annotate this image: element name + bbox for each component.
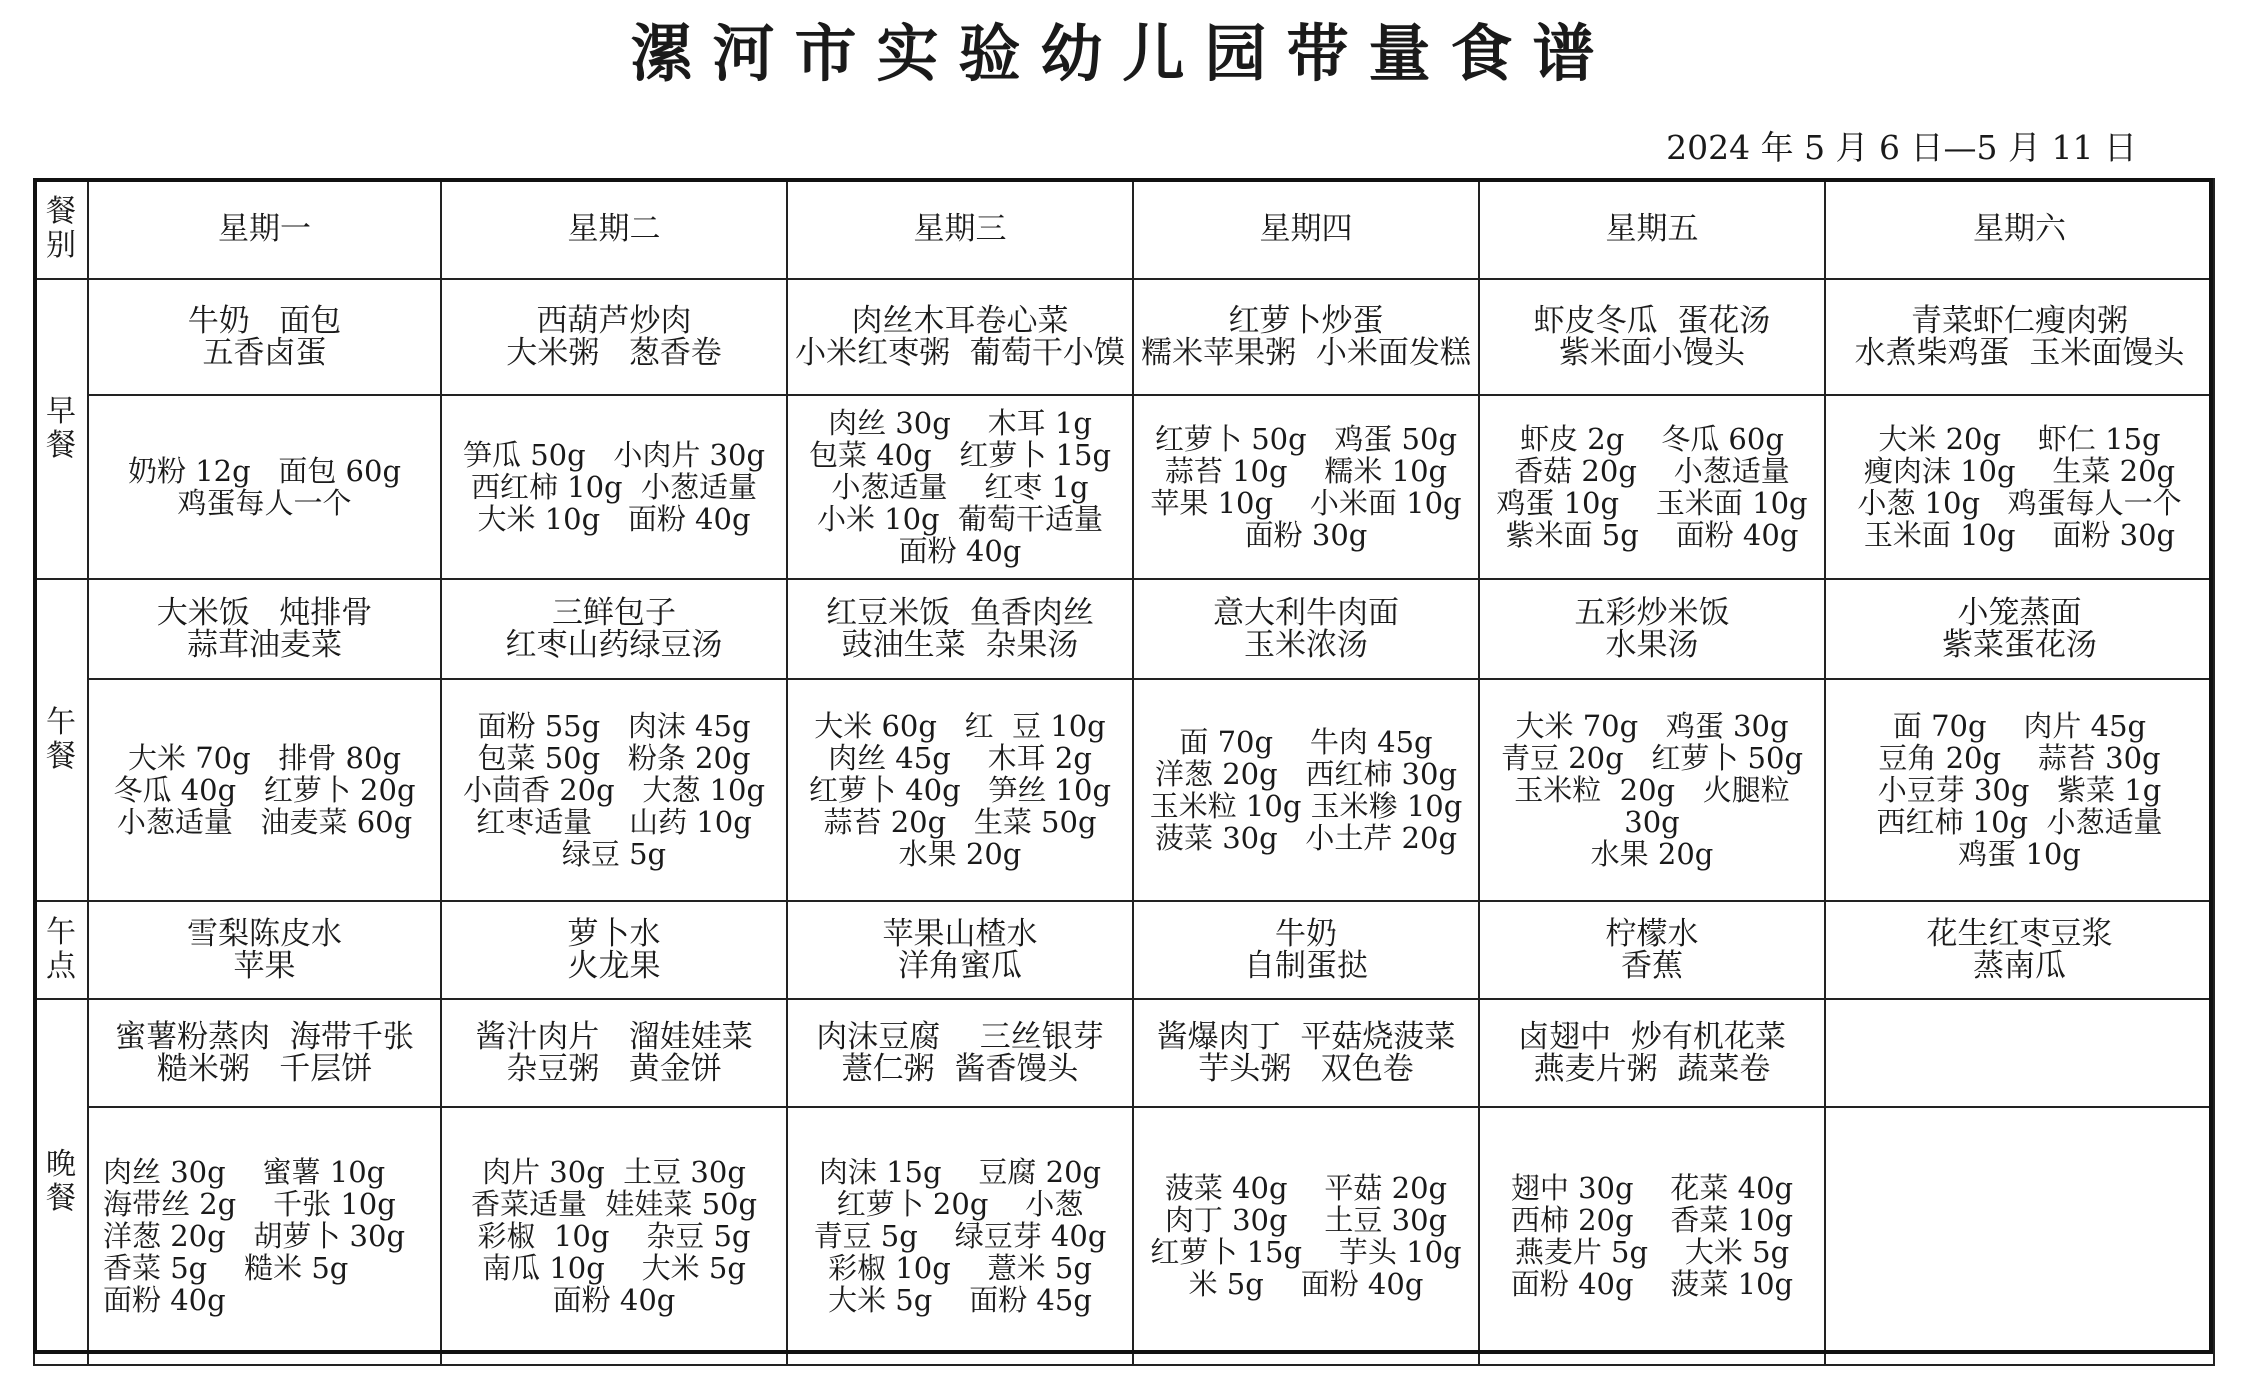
ingredient-cell xyxy=(1479,679,1825,901)
ingredient-line: 面粉 30g xyxy=(1244,518,1368,552)
ingredient-line: 青豆 5g 绿豆芽 40g xyxy=(813,1219,1107,1253)
day-header: 星期二 xyxy=(441,179,787,279)
meal-label-cell xyxy=(34,279,88,579)
ingredient-cell xyxy=(1133,395,1479,579)
ingredient-line: 肉片 30g 土豆 30g xyxy=(482,1155,746,1189)
ingredient-cell xyxy=(787,395,1133,579)
ingredient-line: 肉丝 45g 木耳 2g xyxy=(828,741,1092,775)
ingredient-line: 红萝卜 50g 鸡蛋 50g xyxy=(1154,422,1458,456)
ingredient-line: 鸡蛋每人一个 xyxy=(177,486,352,520)
dish-cell xyxy=(1825,579,2214,679)
dish-cell xyxy=(441,279,787,395)
ingredient-cell xyxy=(787,1107,1133,1365)
dish-line: 苹果 xyxy=(233,948,296,984)
ingredient-line: 西红柿 10g 小葱适量 xyxy=(470,470,758,504)
ingredient-cell xyxy=(441,1107,787,1365)
dish-cell xyxy=(1479,279,1825,395)
ingredient-line: 鸡蛋 10g 玉米面 10g xyxy=(1496,486,1808,520)
ingredient-line: 翅中 30g 花菜 40g xyxy=(1510,1171,1794,1205)
dish-line: 萝卜水 xyxy=(567,916,661,952)
dish-cell xyxy=(787,579,1133,679)
dish-line: 红豆米饭 鱼香肉丝 xyxy=(826,595,1094,631)
ingredient-cell xyxy=(88,1107,441,1365)
ingredient-line: 鸡蛋 10g xyxy=(1958,837,2081,871)
ingredient-line: 小茴香 20g 大葱 10g xyxy=(462,773,766,807)
meal-header-cell xyxy=(34,179,88,279)
ingredient-line: 小米 10g 葡萄干适量 xyxy=(816,502,1104,536)
dish-line: 香蕉 xyxy=(1621,948,1683,984)
dish-line: 酱汁肉片 溜娃娃菜 xyxy=(475,1019,753,1055)
ingredient-line: 肉丁 30g 土豆 30g xyxy=(1164,1203,1448,1237)
meal-label: 晚餐 xyxy=(46,1147,76,1216)
ingredient-line: 大米 70g 排骨 80g xyxy=(127,741,402,775)
dish-line: 豉油生菜 杂果汤 xyxy=(841,627,1079,663)
ingredient-line: 面粉 40g 菠菜 10g xyxy=(1510,1267,1794,1301)
ingredient-line: 玉米粒 10g 玉米糁 10g xyxy=(1149,789,1463,823)
ingredient-line: 小葱适量 油麦菜 60g xyxy=(116,805,413,839)
ingredient-line: 大米 60g 红 豆 10g xyxy=(814,709,1106,743)
ingredient-cell xyxy=(787,679,1133,901)
dish-line: 花生红枣豆浆 xyxy=(1926,916,2113,952)
ingredient-line: 面粉 40g xyxy=(103,1283,226,1317)
ingredient-line: 香菜 5g 糙米 5g xyxy=(103,1251,349,1285)
ingredient-cell xyxy=(1479,395,1825,579)
meal-label-cell xyxy=(34,901,88,999)
dish-line: 糯米苹果粥 小米面发糕 xyxy=(1141,335,1471,371)
ingredient-line: 西柿 20g 香菜 10g xyxy=(1510,1203,1794,1237)
dish-cell xyxy=(88,999,441,1107)
ingredient-line: 西红柿 10g 小葱适量 xyxy=(1876,805,2163,839)
day-header: 星期三 xyxy=(787,179,1133,279)
ingredient-line: 大米 20g 虾仁 15g xyxy=(1878,422,2161,456)
dish-cell xyxy=(441,579,787,679)
dish-line: 糙米粥 千层饼 xyxy=(156,1051,373,1087)
dish-row xyxy=(34,279,2214,395)
dish-cell xyxy=(88,279,441,395)
dish-cell xyxy=(787,901,1133,999)
ingredient-line: 香菇 20g 小葱适量 xyxy=(1514,454,1790,488)
dish-row xyxy=(34,901,2214,999)
ingredient-line: 米 5g 面粉 40g xyxy=(1188,1267,1424,1301)
ingredient-cell xyxy=(88,679,441,901)
ingredient-line: 青豆 20g 红萝卜 50g xyxy=(1500,741,1804,775)
ingredient-line: 面粉 40g xyxy=(898,534,1022,568)
dish-cell xyxy=(441,999,787,1107)
meal-header-label: 餐别 xyxy=(46,194,76,263)
ingredient-line: 绿豆 5g xyxy=(561,837,667,871)
ingredient-line: 海带丝 2g 千张 10g xyxy=(103,1187,396,1221)
dish-cell xyxy=(1133,901,1479,999)
ingredient-cell xyxy=(1825,395,2214,579)
dish-line: 酱爆肉丁 平菇烧菠菜 xyxy=(1156,1019,1456,1055)
meal-label-cell xyxy=(34,999,88,1365)
dish-line: 自制蛋挞 xyxy=(1244,948,1368,984)
ingredient-line: 红萝卜 20g 小葱 xyxy=(836,1187,1084,1221)
ingredient-line: 小豆芽 30g 紫菜 1g xyxy=(1877,773,2162,807)
ingredient-line: 包菜 50g 粉条 20g xyxy=(477,741,751,775)
meal-label: 早餐 xyxy=(46,394,76,463)
ingredient-cell xyxy=(441,679,787,901)
dish-cell xyxy=(1133,999,1479,1107)
dish-line: 水煮柴鸡蛋 玉米面馒头 xyxy=(1854,335,2185,371)
date-range: 2024 年 5 月 6 日—5 月 11 日 xyxy=(1666,128,2137,167)
dish-cell xyxy=(1479,901,1825,999)
ingredient-line: 香菜适量 娃娃菜 50g xyxy=(470,1187,758,1221)
ingredient-cell xyxy=(1133,1107,1479,1365)
dish-line: 肉沫豆腐 三丝银芽 xyxy=(816,1019,1104,1055)
dish-line: 杂豆粥 黄金饼 xyxy=(506,1051,722,1087)
ingredient-line: 30g xyxy=(1624,805,1680,839)
ingredient-line: 大米 5g 面粉 45g xyxy=(828,1283,1092,1317)
ingredient-line: 虾皮 2g 冬瓜 60g xyxy=(1520,422,1784,456)
ingredient-line: 紫米面 5g 面粉 40g xyxy=(1505,518,1799,552)
ingredient-line: 大米 70g 鸡蛋 30g xyxy=(1515,709,1789,743)
dish-line: 水果汤 xyxy=(1605,627,1699,663)
ingredient-line: 燕麦片 5g 大米 5g xyxy=(1514,1235,1790,1269)
dish-cell xyxy=(1133,279,1479,395)
dish-line: 蒜茸油麦菜 xyxy=(187,627,342,663)
dish-cell xyxy=(1479,999,1825,1107)
ingredient-line: 红萝卜 40g 笋丝 10g xyxy=(808,773,1112,807)
dish-row xyxy=(34,999,2214,1107)
ingredient-line: 面粉 40g xyxy=(552,1283,676,1317)
dish-line: 牛奶 xyxy=(1275,916,1337,952)
dish-line: 火龙果 xyxy=(567,948,661,984)
ingredient-cell xyxy=(1133,679,1479,901)
ingredient-line: 洋葱 20g 胡萝卜 30g xyxy=(103,1219,406,1253)
meal-label-cell xyxy=(34,579,88,901)
header-row xyxy=(34,179,2214,279)
ingredient-line: 肉丝 30g 蜜薯 10g xyxy=(103,1155,386,1189)
ingredient-line: 包菜 40g 红萝卜 15g xyxy=(808,438,1112,472)
dish-line: 紫米面小馒头 xyxy=(1559,335,1745,371)
ingredient-line: 苹果 10g 小米面 10g xyxy=(1150,486,1462,520)
ingredient-line: 瘦肉沫 10g 生菜 20g xyxy=(1863,454,2176,488)
ingredient-cell xyxy=(1825,679,2214,901)
dish-cell xyxy=(787,279,1133,395)
page-title: 漯河市实验幼儿园带量食谱 xyxy=(630,17,1615,90)
ingredient-row xyxy=(34,1107,2214,1365)
dish-line: 柠檬水 xyxy=(1605,916,1699,952)
ingredient-line: 大米 10g 面粉 40g xyxy=(477,502,751,536)
dish-cell xyxy=(1825,279,2214,395)
dish-cell xyxy=(441,901,787,999)
dish-line: 蒸南瓜 xyxy=(1973,948,2066,984)
ingredient-line: 玉米面 10g 面粉 30g xyxy=(1863,518,2176,552)
dish-cell xyxy=(88,579,441,679)
dish-line: 牛奶 面包 xyxy=(187,303,342,339)
dish-line: 肉丝木耳卷心菜 xyxy=(851,303,1069,339)
dish-line: 小米红枣粥 葡萄干小馍 xyxy=(795,335,1125,371)
dish-line: 苹果山楂水 xyxy=(882,916,1038,952)
dish-cell xyxy=(787,999,1133,1107)
ingredient-row xyxy=(34,395,2214,579)
dish-line: 燕麦片粥 蔬菜卷 xyxy=(1533,1051,1771,1087)
ingredient-cell xyxy=(441,395,787,579)
dish-line: 大米饭 炖排骨 xyxy=(156,595,373,631)
dish-cell xyxy=(1133,579,1479,679)
ingredient-line: 水果 20g xyxy=(898,837,1022,871)
dish-line: 雪梨陈皮水 xyxy=(187,916,342,952)
dish-line: 意大利牛肉面 xyxy=(1213,595,1399,631)
dish-cell xyxy=(1479,579,1825,679)
ingredient-line: 小葱 10g 鸡蛋每人一个 xyxy=(1857,486,2182,520)
ingredient-line: 彩椒 10g 薏米 5g xyxy=(828,1251,1092,1285)
ingredient-line: 笋瓜 50g 小肉片 30g xyxy=(462,438,766,472)
dish-line: 芋头粥 双色卷 xyxy=(1198,1051,1414,1087)
ingredient-line: 面粉 55g 肉沫 45g xyxy=(477,709,751,743)
dish-line: 薏仁粥 酱香馒头 xyxy=(841,1051,1079,1087)
dish-cell xyxy=(1825,901,2214,999)
dish-line: 五彩炒米饭 xyxy=(1574,595,1730,631)
ingredient-line: 面 70g 牛肉 45g xyxy=(1179,725,1433,759)
ingredient-line: 水果 20g xyxy=(1590,837,1714,871)
day-header: 星期六 xyxy=(1825,179,2214,279)
day-header: 星期五 xyxy=(1479,179,1825,279)
ingredient-line: 肉沫 15g 豆腐 20g xyxy=(818,1155,1102,1189)
dish-line: 红枣山药绿豆汤 xyxy=(505,627,723,663)
ingredient-row xyxy=(34,679,2214,901)
ingredient-line: 红萝卜 15g 芋头 10g xyxy=(1150,1235,1462,1269)
ingredient-line: 南瓜 10g 大米 5g xyxy=(482,1251,746,1285)
day-header: 星期四 xyxy=(1133,179,1479,279)
dish-line: 卤翅中 炒有机花菜 xyxy=(1518,1019,1786,1055)
ingredient-line: 洋葱 20g 西红柿 30g xyxy=(1154,757,1458,791)
ingredient-line: 奶粉 12g 面包 60g xyxy=(127,454,402,488)
dish-line: 紫菜蛋花汤 xyxy=(1942,627,2097,663)
meal-label: 午点 xyxy=(46,915,76,984)
ingredient-cell xyxy=(88,395,441,579)
ingredient-line: 蒜苔 20g 生菜 50g xyxy=(823,805,1097,839)
dish-line: 洋角蜜瓜 xyxy=(898,948,1022,984)
dish-row xyxy=(34,579,2214,679)
dish-line: 大米粥 葱香卷 xyxy=(506,335,722,371)
dish-line: 小笼蒸面 xyxy=(1957,595,2082,631)
dish-cell xyxy=(1825,999,2214,1107)
ingredient-line: 蒜苔 10g 糯米 10g xyxy=(1164,454,1448,488)
ingredient-line: 面 70g 肉片 45g xyxy=(1892,709,2147,743)
dish-line: 西葫芦炒肉 xyxy=(536,303,692,339)
dish-line: 红萝卜炒蛋 xyxy=(1228,303,1384,339)
ingredient-line: 冬瓜 40g 红萝卜 20g xyxy=(113,773,416,807)
dish-line: 五香卤蛋 xyxy=(202,335,327,371)
ingredient-line: 豆角 20g 蒜苔 30g xyxy=(1878,741,2161,775)
day-header: 星期一 xyxy=(88,179,441,279)
dish-line: 虾皮冬瓜 蛋花汤 xyxy=(1533,303,1771,339)
dish-line: 青菜虾仁瘦肉粥 xyxy=(1911,303,2128,339)
dish-line: 蜜薯粉蒸肉 海带千张 xyxy=(115,1019,414,1055)
ingredient-line: 小葱适量 红枣 1g xyxy=(831,470,1089,504)
menu-table xyxy=(33,178,2215,1366)
ingredient-line: 肉丝 30g 木耳 1g xyxy=(828,406,1092,440)
ingredient-line: 红枣适量 山药 10g xyxy=(476,805,752,839)
ingredient-line: 菠菜 40g 平菇 20g xyxy=(1164,1171,1448,1205)
dish-cell xyxy=(88,901,441,999)
meal-label: 午餐 xyxy=(46,705,76,774)
ingredient-cell xyxy=(1479,1107,1825,1365)
dish-line: 玉米浓汤 xyxy=(1244,627,1368,663)
ingredient-line: 彩椒 10g 杂豆 5g xyxy=(477,1219,751,1253)
ingredient-cell xyxy=(1825,1107,2214,1365)
ingredient-line: 玉米粒 20g 火腿粒 xyxy=(1514,773,1790,807)
ingredient-line: 菠菜 30g 小土芹 20g xyxy=(1154,821,1458,855)
dish-line: 三鲜包子 xyxy=(552,595,676,631)
